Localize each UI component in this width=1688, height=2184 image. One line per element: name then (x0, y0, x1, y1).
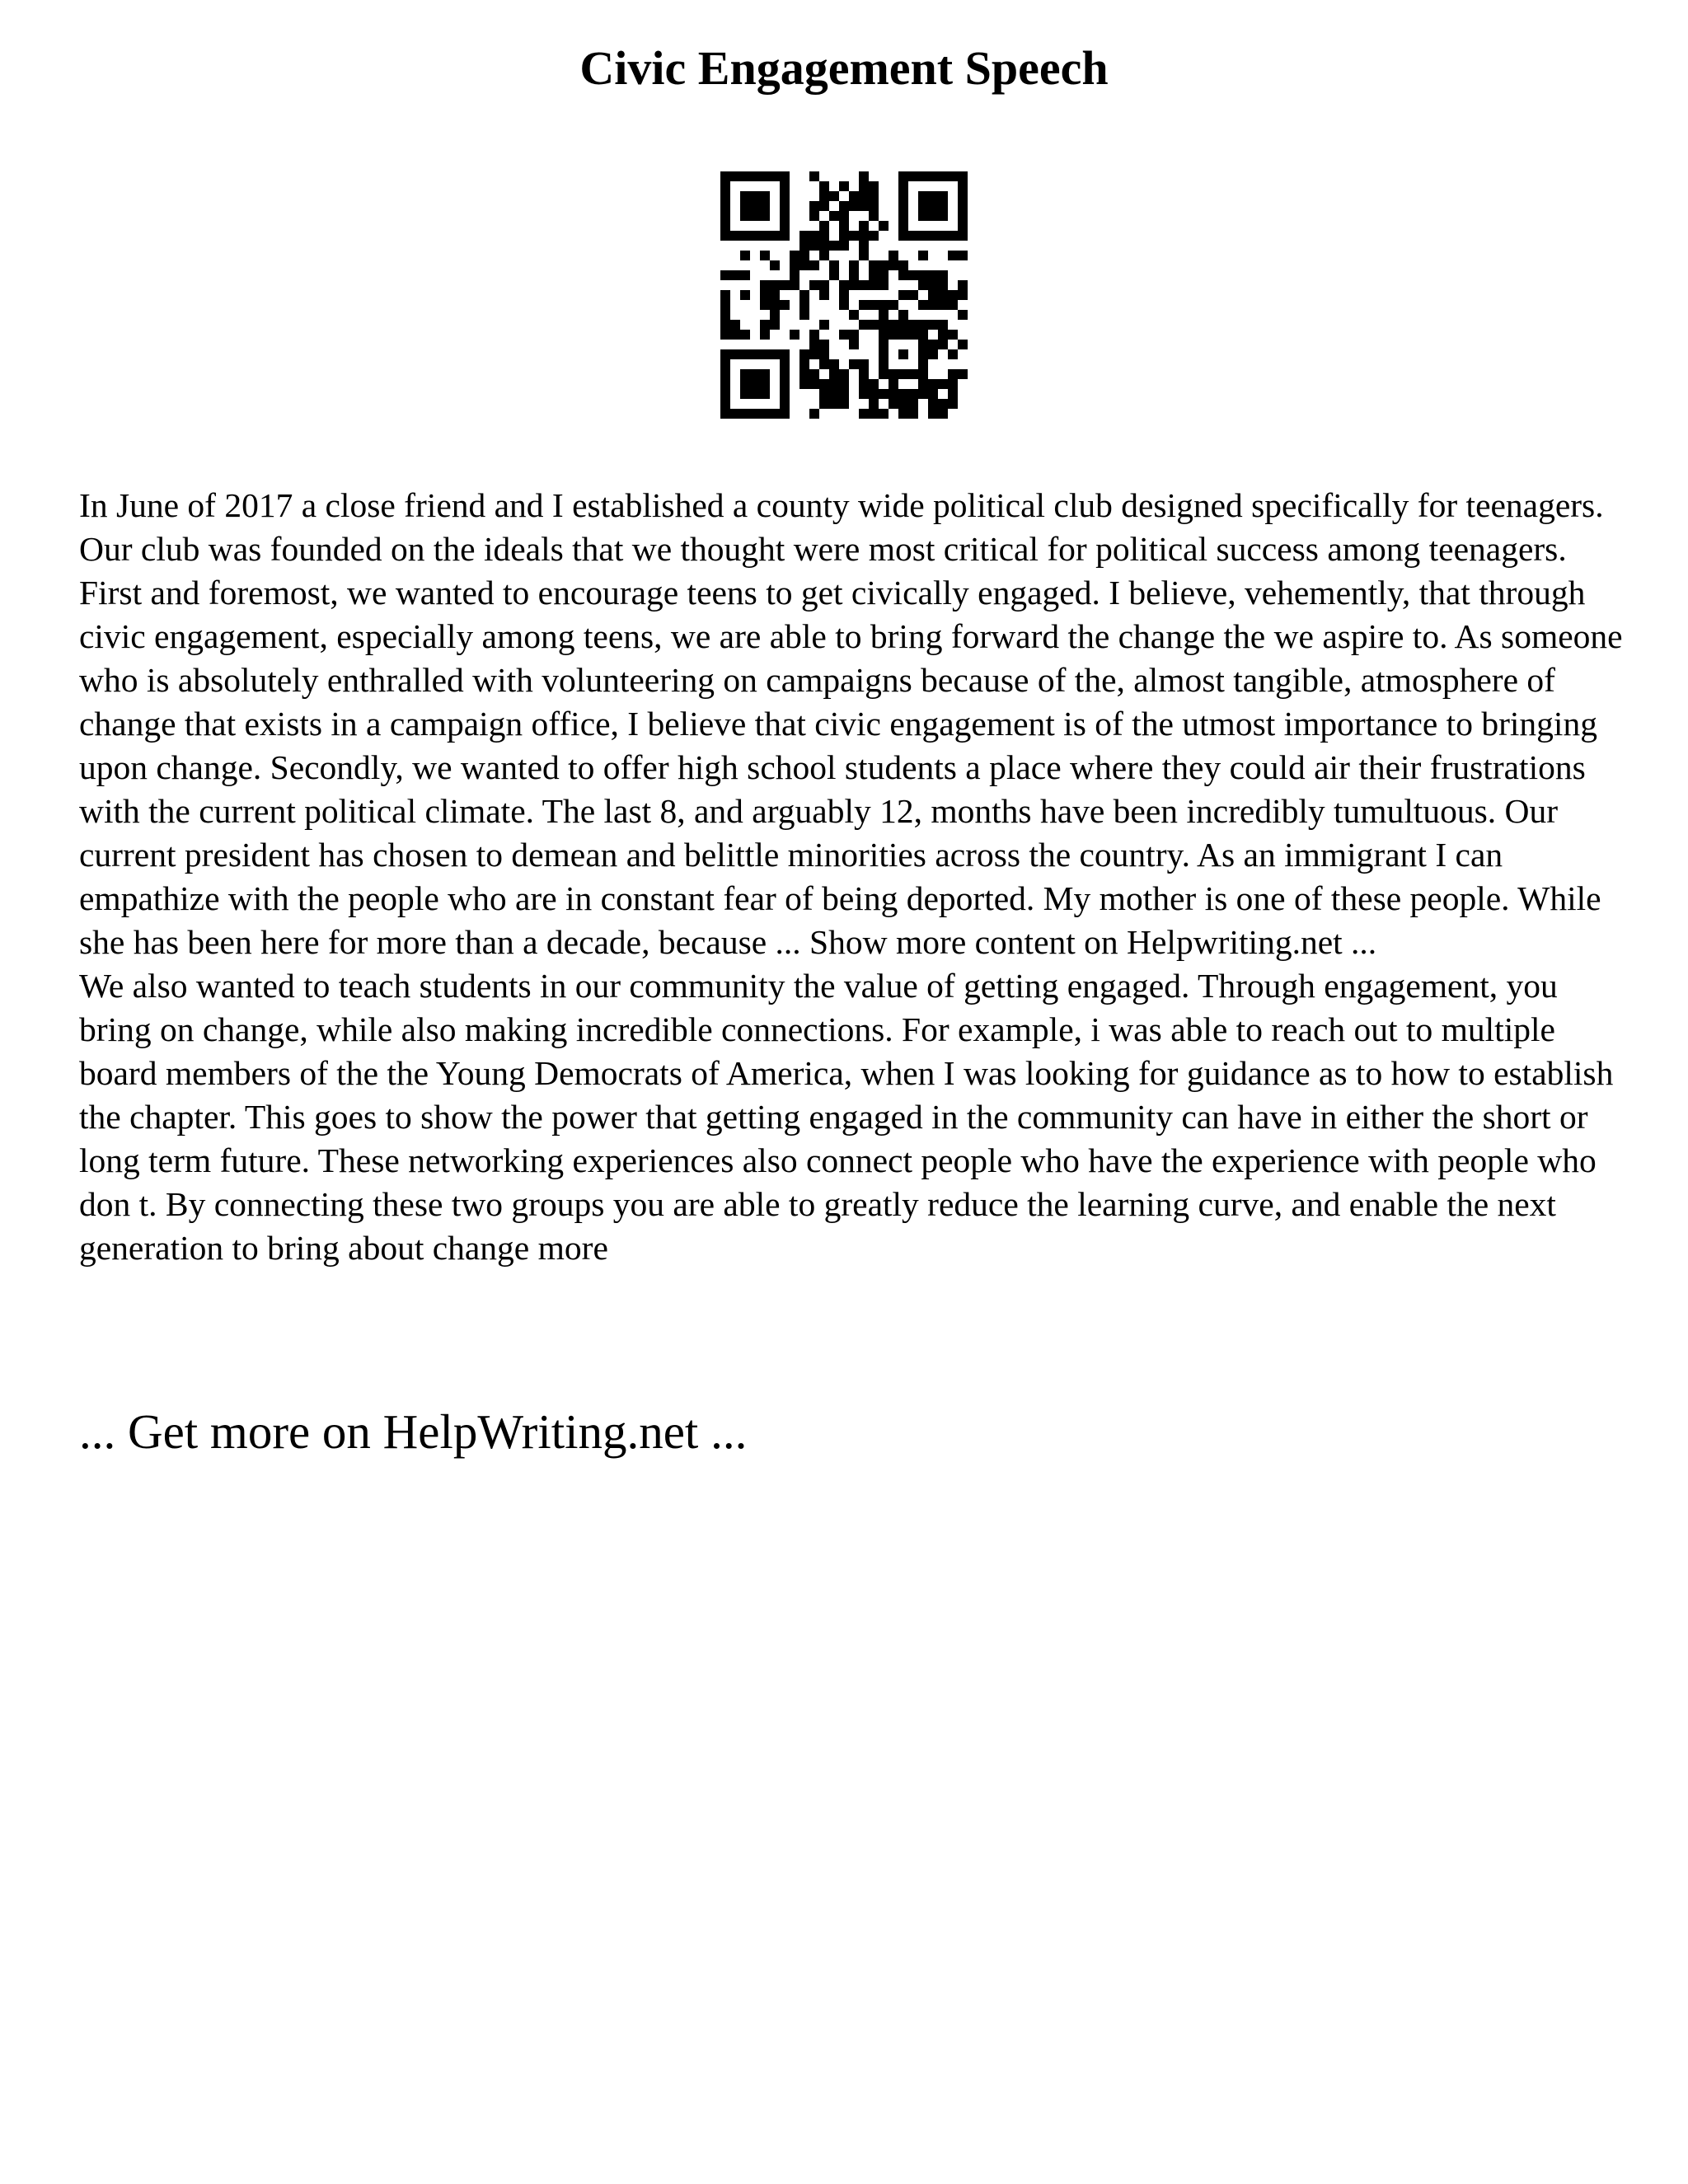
paragraph-1: In June of 2017 a close friend and I established a county wide political club designed specifically for teenagers. Our club was founded on the ideals that we thought were most critical for political success among teenagers. First and foremost, we wanted to encourage teens to get civically engaged. I believe, vehemently, that through civic engagement, especially among teens, we are able to bring forward the change the we aspire to. As someone who is absolutely enthralled with volunteering on campaigns because of the, almost tangible, atmosphere of change that exists in a campaign office, I believe that civic engagement is of the utmost importance to bringing upon change. Secondly, we wanted to offer high school students a place where they could air their frustrations with the current political climate. The last 8, and arguably 12, months have been incredibly tumultuous. Our current president has chosen to demean and belittle minorities across the country. As an immigrant I can empathize with the people who are in constant fear of being deported. My mother is one of these people. While she has been here for more than a decade, because ... Show more content on Helpwriting.net ... (79, 486, 1623, 961)
article-body (79, 484, 1629, 1270)
paragraph-2: We also wanted to teach students in our community the value of getting engaged. Through engagement, you bring on change, while also making incredible connections. For example, i was able to reach out to multiple board members of the the Young Democrats of America, when I was looking for guidance as to how to establish the chapter. This goes to show the power that getting engaged in the community can have in either the short or long term future. These networking experiences also connect people who have the experience with people who don t. By connecting these two groups you are able to greatly reduce the learning curve, and enable the next generation to bring about change more (79, 967, 1614, 1267)
qr-code-icon (720, 171, 968, 419)
get-more-link[interactable]: ... Get more on HelpWriting.net ... (79, 1404, 748, 1459)
page-title: Civic Engagement Speech (579, 41, 1109, 95)
